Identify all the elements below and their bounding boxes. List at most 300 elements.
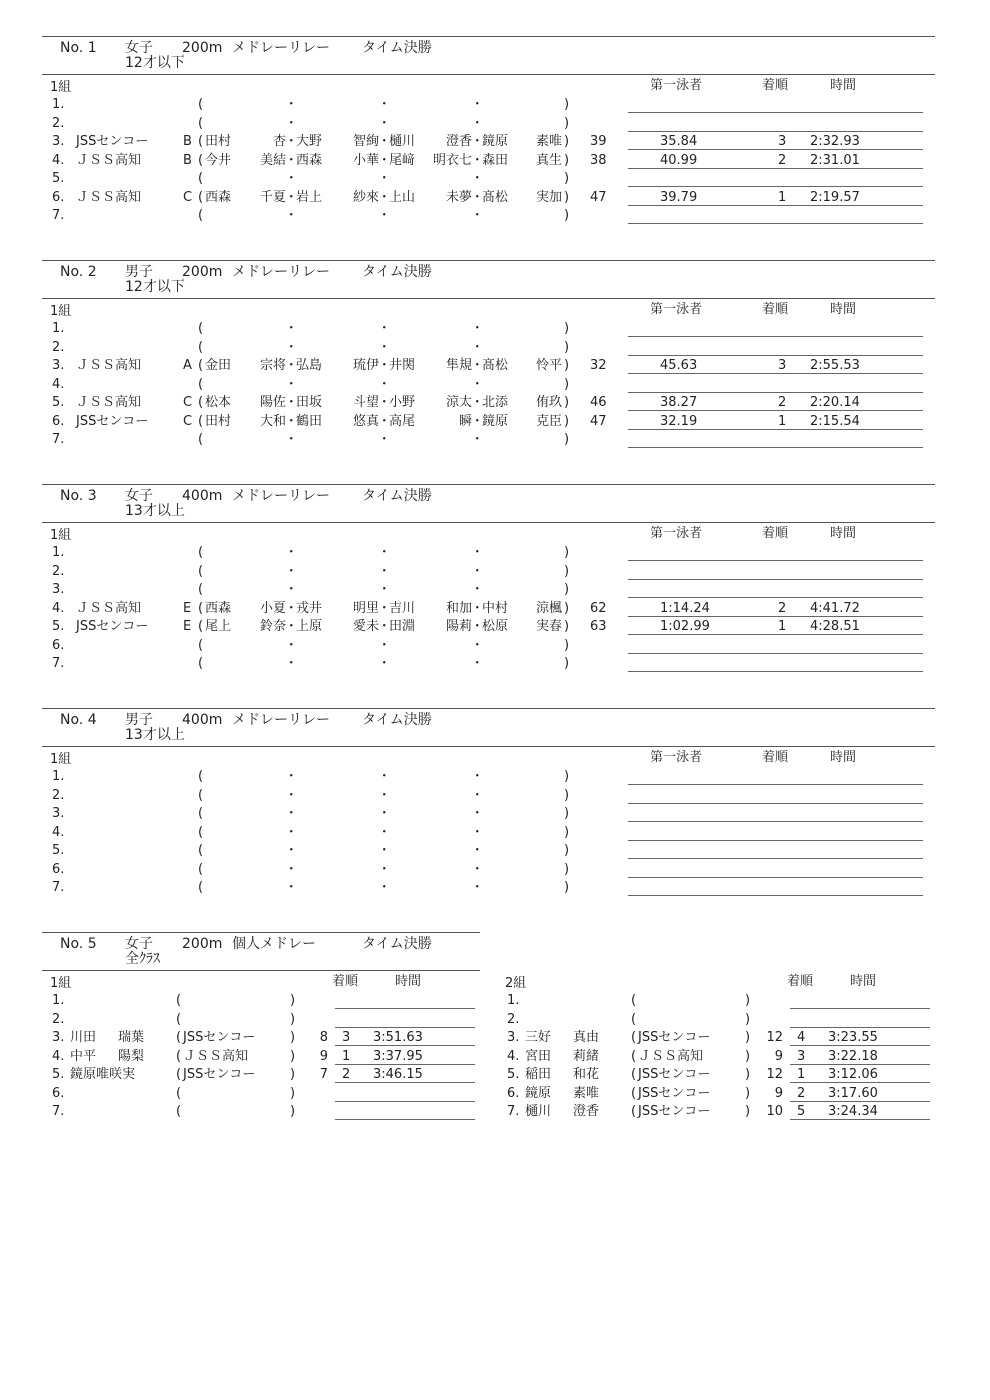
- swimmer4-given: [530, 96, 562, 114]
- result-underline: [790, 1119, 930, 1120]
- open-paren: (: [631, 1011, 637, 1027]
- swimmer4-given: [530, 655, 562, 673]
- swimmer2-surname: 弘島: [296, 358, 323, 373]
- separator-dot: ･: [381, 619, 388, 634]
- close-paren: ): [745, 1030, 751, 1045]
- lane-number: 1.: [52, 545, 65, 560]
- swimmer1-given: [256, 581, 286, 599]
- lane-number: 7.: [52, 208, 65, 223]
- result-underline: [628, 223, 923, 224]
- final-time: 2:20.14: [810, 395, 860, 410]
- separator-dot: ･: [474, 134, 481, 149]
- final-time: 3:22.18: [828, 1048, 878, 1064]
- separator-dot: ･: [474, 321, 481, 336]
- final-time: 3:23.55: [828, 1030, 878, 1045]
- result-underline: [628, 205, 923, 206]
- close-paren: ): [564, 769, 570, 784]
- result-underline: [628, 821, 923, 822]
- open-paren: (: [198, 769, 204, 784]
- place: 5: [797, 1104, 806, 1119]
- close-paren: ): [564, 152, 570, 168]
- squad-letter: C: [183, 189, 193, 205]
- col-first-swimmer: 第一泳者: [650, 526, 703, 541]
- close-paren: ): [564, 189, 570, 205]
- separator-dot: ･: [474, 115, 481, 131]
- swimmer1-given: 美結: [259, 152, 286, 168]
- close-paren: ): [564, 134, 570, 149]
- swimmer1-given: [256, 339, 286, 357]
- swimmer3-surname: 尾﨑: [389, 152, 416, 168]
- final-time: 3:37.95: [373, 1048, 423, 1064]
- team-name: JSSセンコー: [638, 1085, 711, 1101]
- swimmer4-given: [530, 581, 562, 599]
- swimmer3-surname: 井関: [389, 358, 416, 373]
- separator-dot: ･: [474, 843, 481, 858]
- swimmer4-given: [530, 787, 562, 805]
- open-paren: (: [198, 619, 204, 634]
- place: 3: [778, 358, 787, 373]
- team-name: JSSセンコー: [183, 1030, 256, 1045]
- separator-dot: ･: [381, 97, 388, 112]
- swimmer3-given: 涼太: [445, 395, 472, 410]
- result-underline: [335, 1101, 475, 1102]
- swimmer3-surname: 田淵: [389, 619, 416, 634]
- separator-dot: ･: [474, 787, 481, 803]
- close-paren: ): [564, 806, 570, 821]
- close-paren: ): [745, 1048, 751, 1064]
- close-paren: ): [564, 880, 570, 895]
- event-sex: 男子: [125, 712, 153, 728]
- open-paren: (: [631, 1067, 637, 1082]
- separator-dot: ･: [288, 395, 295, 410]
- swimmer2-given: [347, 563, 379, 581]
- swimmer-surname: 中平: [70, 1048, 97, 1064]
- lane-number: 2.: [52, 1011, 65, 1027]
- lane-number: 7.: [52, 880, 65, 895]
- swimmer3-given: [424, 544, 472, 562]
- separator-dot: ･: [474, 619, 481, 634]
- open-paren: (: [198, 97, 204, 112]
- lane-number: 4.: [52, 1048, 65, 1064]
- swimmer1-surname: 松本: [205, 395, 232, 410]
- place: 1: [778, 619, 787, 634]
- event-distance: 200m: [182, 936, 223, 952]
- result-underline: [628, 616, 923, 617]
- swimmer4-given: 侑玖: [535, 395, 562, 410]
- swimmer3-given: [424, 170, 472, 188]
- event-sex: 女子: [125, 40, 153, 56]
- open-paren: (: [198, 189, 204, 205]
- lane-number: 5.: [52, 395, 65, 410]
- separator-dot: ･: [288, 208, 295, 223]
- swimmer1-given: [256, 170, 286, 188]
- result-underline: [335, 1064, 475, 1065]
- result-underline: [628, 895, 923, 896]
- swimmer2-given: [347, 861, 379, 879]
- lane-number: 2.: [52, 787, 65, 803]
- age: 9: [774, 1048, 783, 1064]
- total-age: 32: [590, 358, 607, 373]
- swimmer3-given: 未夢: [445, 189, 472, 205]
- result-underline: [628, 186, 923, 187]
- age: 12: [766, 1067, 783, 1082]
- result-underline: [335, 1119, 475, 1120]
- event-bottom-rule: [42, 746, 935, 747]
- heat-label: 1組: [50, 528, 72, 543]
- first-swimmer-time: 1:02.99: [660, 619, 710, 634]
- team-name: ＪＳＳ高知: [183, 1048, 249, 1064]
- separator-dot: ･: [381, 358, 388, 373]
- separator-dot: ･: [381, 600, 388, 616]
- separator-dot: ･: [381, 432, 388, 447]
- age: 9: [774, 1085, 783, 1101]
- lane-number: 6.: [52, 1085, 65, 1101]
- lane-number: 7.: [507, 1104, 520, 1119]
- swimmer2-given: [347, 170, 379, 188]
- squad-letter: C: [183, 395, 193, 410]
- event-number: No. 3: [60, 488, 97, 504]
- swimmer1-given: [256, 861, 286, 879]
- open-paren: (: [198, 321, 204, 336]
- result-underline: [628, 112, 923, 113]
- swimmer4-given: [530, 842, 562, 860]
- swimmer1-given: [256, 787, 286, 805]
- open-paren: (: [198, 563, 204, 579]
- open-paren: (: [198, 376, 204, 392]
- event-bottom-rule: [42, 74, 935, 75]
- lane-number: 3.: [52, 806, 65, 821]
- lane-number: 6.: [52, 189, 65, 205]
- event-distance: 200m: [182, 40, 223, 56]
- separator-dot: ･: [474, 171, 481, 186]
- close-paren: ): [564, 600, 570, 616]
- separator-dot: ･: [474, 432, 481, 447]
- swimmer2-given: [347, 544, 379, 562]
- swimmer3-given: [424, 581, 472, 599]
- result-underline: [628, 429, 923, 430]
- separator-dot: ･: [288, 432, 295, 447]
- swimmer4-given: 涼楓: [535, 600, 562, 616]
- swimmer1-given: [256, 544, 286, 562]
- swimmer3-surname: 小野: [389, 395, 416, 410]
- result-underline: [628, 392, 923, 393]
- heat-label: 1組: [50, 80, 72, 95]
- swimmer1-surname: 田村: [205, 413, 232, 429]
- lane-number: 5.: [52, 619, 65, 634]
- close-paren: ): [745, 1067, 751, 1082]
- final-time: 2:32.93: [810, 134, 860, 149]
- swimmer1-given: [256, 96, 286, 114]
- event-number: No. 1: [60, 40, 97, 56]
- swimmer-surname: 宮田: [525, 1048, 552, 1064]
- swimmer3-given: [424, 563, 472, 581]
- close-paren: ): [564, 413, 570, 429]
- lane-number: 1.: [52, 769, 65, 784]
- swimmer1-given: 小夏: [259, 600, 286, 616]
- lane-number: 7.: [52, 432, 65, 447]
- close-paren: ): [745, 1104, 751, 1119]
- separator-dot: ･: [474, 824, 481, 840]
- swimmer2-given: [347, 115, 379, 133]
- open-paren: (: [176, 1067, 182, 1082]
- swimmer3-given: [424, 787, 472, 805]
- team-name: ＪＳＳ高知: [638, 1048, 704, 1064]
- place: 3: [778, 134, 787, 149]
- close-paren: ): [290, 1030, 296, 1045]
- result-underline: [628, 784, 923, 785]
- result-underline: [628, 168, 923, 169]
- lane-number: 2.: [52, 563, 65, 579]
- swimmer1-given: 杏: [272, 134, 286, 149]
- swimmer2-given: [347, 768, 379, 786]
- place: 2: [778, 152, 787, 168]
- age: [763, 1011, 783, 1029]
- result-underline: [628, 336, 923, 337]
- event-bottom-rule: [42, 522, 935, 523]
- swimmer4-given: [530, 824, 562, 842]
- swimmer3-given: 陽莉: [445, 619, 472, 634]
- close-paren: ): [290, 1085, 296, 1101]
- total-age: 47: [590, 189, 607, 205]
- event-top-rule: [42, 260, 935, 261]
- col-place: 着順: [332, 974, 359, 989]
- swimmer4-surname: 鏡原: [482, 413, 509, 429]
- result-underline: [628, 447, 923, 448]
- swimmer-given: 和花: [573, 1067, 600, 1082]
- place: 2: [797, 1085, 806, 1101]
- result-underline: [790, 1008, 930, 1009]
- swimmer4-given: [530, 544, 562, 562]
- open-paren: (: [198, 861, 204, 877]
- age: [763, 992, 783, 1010]
- swimmer4-surname: 髙松: [482, 358, 509, 373]
- close-paren: ): [564, 358, 570, 373]
- close-paren: ): [290, 1067, 296, 1082]
- open-paren: (: [198, 208, 204, 223]
- open-paren: (: [176, 1085, 182, 1101]
- swimmer3-surname: 上山: [389, 189, 416, 205]
- event-type: タイム決勝: [362, 488, 432, 504]
- swimmer1-given: 千夏: [259, 189, 286, 205]
- swimmer4-surname: 髙松: [482, 189, 509, 205]
- separator-dot: ･: [474, 563, 481, 579]
- open-paren: (: [198, 152, 204, 168]
- close-paren: ): [564, 787, 570, 803]
- event-class: 13才以上: [125, 503, 185, 519]
- lane-number: 2.: [52, 115, 65, 131]
- swimmer2-surname: 西森: [296, 152, 323, 168]
- swimmer2-surname: 岩上: [296, 189, 323, 205]
- open-paren: (: [198, 582, 204, 597]
- heat-label: 1組: [50, 752, 72, 767]
- final-time: 3:24.34: [828, 1104, 878, 1119]
- result-underline: [335, 1082, 475, 1083]
- separator-dot: ･: [288, 861, 295, 877]
- event-stroke: メドレーリレー: [232, 264, 330, 280]
- lane-number: 3.: [507, 1030, 520, 1045]
- open-paren: (: [631, 1048, 637, 1064]
- event-number: No. 4: [60, 712, 97, 728]
- first-swimmer-time: 32.19: [660, 413, 698, 429]
- close-paren: ): [564, 843, 570, 858]
- close-paren: ): [745, 1011, 751, 1027]
- squad-letter: C: [183, 413, 193, 429]
- lane-number: 5.: [52, 171, 65, 186]
- swimmer2-given: [347, 320, 379, 338]
- lane-number: 3.: [52, 358, 65, 373]
- result-underline: [628, 373, 923, 374]
- place: 2: [778, 600, 787, 616]
- swimmer2-given: [347, 339, 379, 357]
- separator-dot: ･: [288, 637, 295, 653]
- separator-dot: ･: [381, 582, 388, 597]
- swimmer1-given: [256, 376, 286, 394]
- swimmer1-given: [256, 768, 286, 786]
- swimmer1-given: [256, 842, 286, 860]
- team-name: ＪＳＳ高知: [76, 600, 142, 616]
- team-name: JSSセンコー: [638, 1067, 711, 1082]
- swimmer4-given: [530, 376, 562, 394]
- event-sex: 男子: [125, 264, 153, 280]
- lane-number: 7.: [52, 1104, 65, 1119]
- swimmer-surname: 鏡原: [525, 1085, 552, 1101]
- final-time: 2:15.54: [810, 413, 860, 429]
- open-paren: (: [198, 171, 204, 186]
- swimmer1-surname: 西森: [205, 189, 232, 205]
- swimmer2-given: [347, 655, 379, 673]
- team-name: ＪＳＳ高知: [76, 358, 142, 373]
- separator-dot: ･: [381, 321, 388, 336]
- open-paren: (: [176, 993, 182, 1008]
- separator-dot: ･: [288, 824, 295, 840]
- close-paren: ): [564, 208, 570, 223]
- close-paren: ): [564, 545, 570, 560]
- separator-dot: ･: [474, 769, 481, 784]
- swimmer1-given: [256, 879, 286, 897]
- separator-dot: ･: [381, 861, 388, 877]
- swimmer-given: 澄香: [573, 1104, 600, 1119]
- event-type: タイム決勝: [362, 936, 432, 952]
- event-distance: 200m: [182, 264, 223, 280]
- swimmer1-surname: 金田: [205, 358, 232, 373]
- separator-dot: ･: [474, 358, 481, 373]
- separator-dot: ･: [381, 656, 388, 671]
- swimmer1-given: [256, 431, 286, 449]
- event-class: 全ｸﾗｽ: [125, 951, 160, 967]
- open-paren: (: [176, 1048, 182, 1064]
- separator-dot: ･: [381, 134, 388, 149]
- swimmer-surname: 稲田: [525, 1067, 552, 1082]
- total-age: 63: [590, 619, 607, 634]
- result-underline: [335, 1027, 475, 1028]
- swimmer2-surname: 大野: [296, 134, 323, 149]
- result-underline: [628, 671, 923, 672]
- separator-dot: ･: [474, 208, 481, 223]
- result-underline: [628, 803, 923, 804]
- age: [308, 992, 328, 1010]
- team-name: JSSセンコー: [183, 1067, 256, 1082]
- swimmer1-given: [256, 563, 286, 581]
- col-time: 時間: [830, 78, 857, 93]
- col-place: 着順: [762, 302, 789, 317]
- swimmer1-given: [256, 320, 286, 338]
- final-time: 2:31.01: [810, 152, 860, 168]
- first-swimmer-time: 39.79: [660, 189, 698, 205]
- place: 3: [342, 1030, 351, 1045]
- event-bottom-rule: [42, 298, 935, 299]
- event-type: タイム決勝: [362, 712, 432, 728]
- swimmer4-given: [530, 320, 562, 338]
- col-place: 着順: [787, 974, 814, 989]
- lane-number: 4.: [507, 1048, 520, 1064]
- lane-number: 3.: [52, 1030, 65, 1045]
- lane-number: 5.: [52, 843, 65, 858]
- swimmer1-surname: 今井: [205, 152, 232, 168]
- separator-dot: ･: [474, 339, 481, 355]
- result-underline: [628, 653, 923, 654]
- separator-dot: ･: [288, 600, 295, 616]
- swimmer1-given: [256, 655, 286, 673]
- swimmer2-surname: 田坂: [296, 395, 323, 410]
- event-class: 13才以上: [125, 727, 185, 743]
- lane-number: 1.: [507, 993, 520, 1008]
- swimmer1-given: [256, 115, 286, 133]
- open-paren: (: [176, 1030, 182, 1045]
- swimmer2-given: 紗來: [352, 189, 379, 205]
- event-sex: 女子: [125, 936, 153, 952]
- separator-dot: ･: [381, 824, 388, 840]
- event-top-rule: [42, 36, 935, 37]
- place: 4: [797, 1030, 806, 1045]
- first-swimmer-time: 35.84: [660, 134, 698, 149]
- swimmer2-given: 琉伊: [352, 358, 379, 373]
- close-paren: ): [564, 395, 570, 410]
- open-paren: (: [198, 806, 204, 821]
- close-paren: ): [564, 656, 570, 671]
- separator-dot: ･: [474, 152, 481, 168]
- col-time: 時間: [850, 974, 877, 989]
- separator-dot: ･: [381, 395, 388, 410]
- lane-number: 1.: [52, 993, 65, 1008]
- swimmer4-given: [530, 861, 562, 879]
- close-paren: ): [745, 993, 751, 1008]
- swimmer4-given: 怜平: [535, 358, 562, 373]
- swimmer2-given: 智絢: [352, 134, 379, 149]
- swimmer4-surname: 中村: [482, 600, 509, 616]
- swimmer3-given: 瞬: [458, 413, 472, 429]
- team-name: ＪＳＳ高知: [76, 152, 142, 168]
- result-underline: [628, 634, 923, 635]
- swimmer2-given: 悠真: [352, 413, 379, 429]
- result-underline: [628, 597, 923, 598]
- swimmer4-given: [530, 170, 562, 188]
- open-paren: (: [631, 1030, 637, 1045]
- result-underline: [628, 355, 923, 356]
- close-paren: ): [564, 582, 570, 597]
- separator-dot: ･: [381, 208, 388, 223]
- swimmer-given: 莉緒: [573, 1048, 600, 1064]
- swimmer2-given: [347, 824, 379, 842]
- close-paren: ): [290, 1104, 296, 1119]
- first-swimmer-time: 45.63: [660, 358, 698, 373]
- place: 1: [342, 1048, 351, 1064]
- result-underline: [628, 560, 923, 561]
- age: [308, 1103, 328, 1121]
- first-swimmer-time: 38.27: [660, 395, 698, 410]
- swimmer-surname: 三好: [525, 1030, 552, 1045]
- separator-dot: ･: [381, 545, 388, 560]
- lane-number: 6.: [507, 1085, 520, 1101]
